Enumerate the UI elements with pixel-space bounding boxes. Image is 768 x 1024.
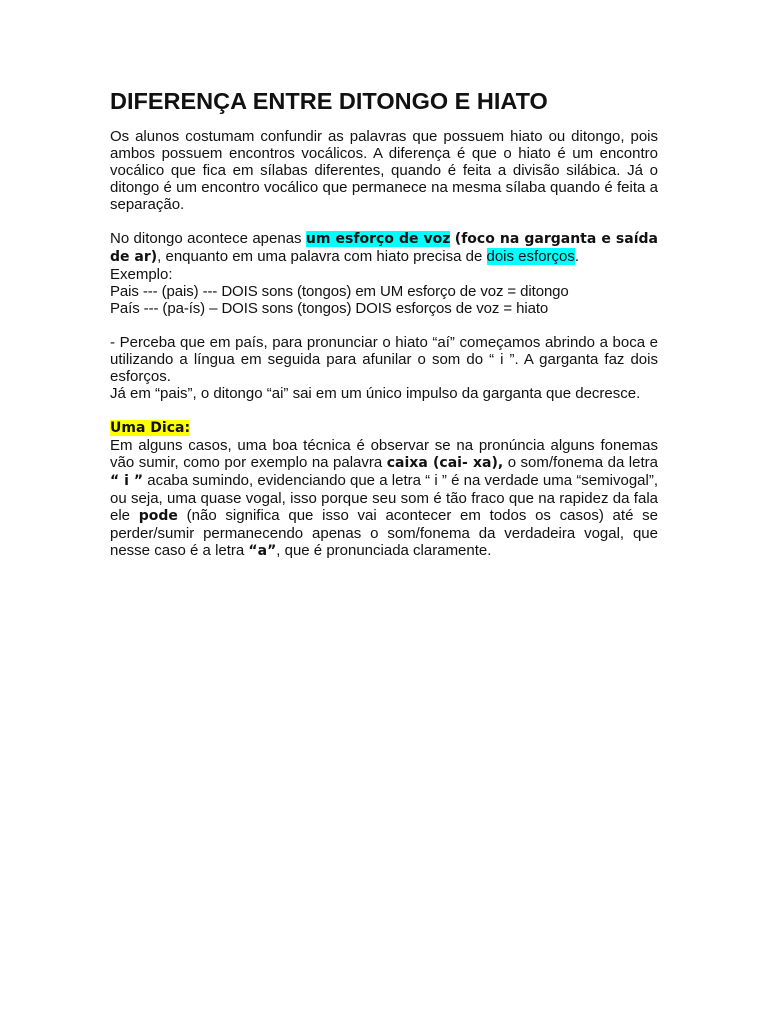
text-segment: (não significa que isso vai acontecer em todos os casos) até se perder/sumir permanecendo apenas o som/fonema da verdadeira vogal, que nesse caso é a letra: [110, 507, 658, 559]
spacer: [110, 317, 658, 334]
tip-paragraph: [110, 437, 658, 560]
text-segment: No ditongo acontece apenas: [110, 230, 306, 247]
example-label: Exemplo:: [110, 266, 173, 283]
document-content: [110, 86, 658, 560]
example-line-ditongo: Pais --- (pais) --- DOIS sons (tongos) em UM esforço de voz = ditongo: [110, 283, 569, 300]
text-segment: acaba sumindo, evidenciando que a letra “ i ” é na verdade uma “semivogal”, ou seja, uma quase vogal, isso porque seu som é tão fraco que na rapidez da fala ele: [110, 472, 659, 524]
highlight-um-esforco: um esforço de voz: [305, 231, 451, 247]
text-segment: o som/fonema da letra: [503, 454, 658, 471]
spacer: [110, 213, 658, 230]
example-line-hiato: País --- (pa-ís) – DOIS sons (tongos) DOIS esforços de voz = hiato: [110, 300, 549, 317]
intro-paragraph: Os alunos costumam confundir as palavras que possuem hiato ou ditongo, pois ambos possuem encontros vocálicos. A diferença é que o hiato é um encontro vocálico que fica em sílabas diferentes, quando é feita a divisão silábica. Já o ditongo é um encontro vocálico que permanece na mesma sílaba quando é feita a separação.: [110, 128, 658, 213]
perceba-paragraph: - Perceba que em país, para pronunciar o hiato “aí” começamos abrindo a boca e utilizando a língua em seguida para afunilar o som do “ i ”. A garganta faz dois esforços.: [110, 334, 658, 385]
text-segment: , que é pronunciada claramente.: [276, 542, 492, 559]
page-title: DIFERENÇA ENTRE DITONGO E HIATO: [110, 88, 548, 114]
text-segment: .: [574, 248, 580, 265]
spacer: [110, 402, 658, 419]
bold-foco-garganta: (foco na garganta e saída de ar): [110, 231, 658, 265]
pais-paragraph: Já em “pais”, o ditongo “ai” sai em um único impulso da garganta que decresce.: [110, 385, 641, 402]
text-segment: Em alguns casos, uma boa técnica é observar se na pronúncia alguns fonemas vão sumir, como por exemplo na palavra: [110, 437, 658, 471]
bold-letra-a: “a”: [248, 543, 277, 559]
text-segment: , enquanto em uma palavra com hiato precisa de: [157, 248, 487, 265]
highlight-dois-esforcos: dois esforços: [486, 248, 575, 265]
bold-caixa: caixa (cai- xa),: [386, 455, 504, 471]
bold-letra-i: “ i ”: [110, 473, 144, 489]
tip-label: Uma Dica:: [110, 420, 191, 436]
bold-pode: pode: [138, 508, 178, 524]
tip-label-line: [110, 419, 658, 437]
ditongo-paragraph: [110, 230, 658, 266]
